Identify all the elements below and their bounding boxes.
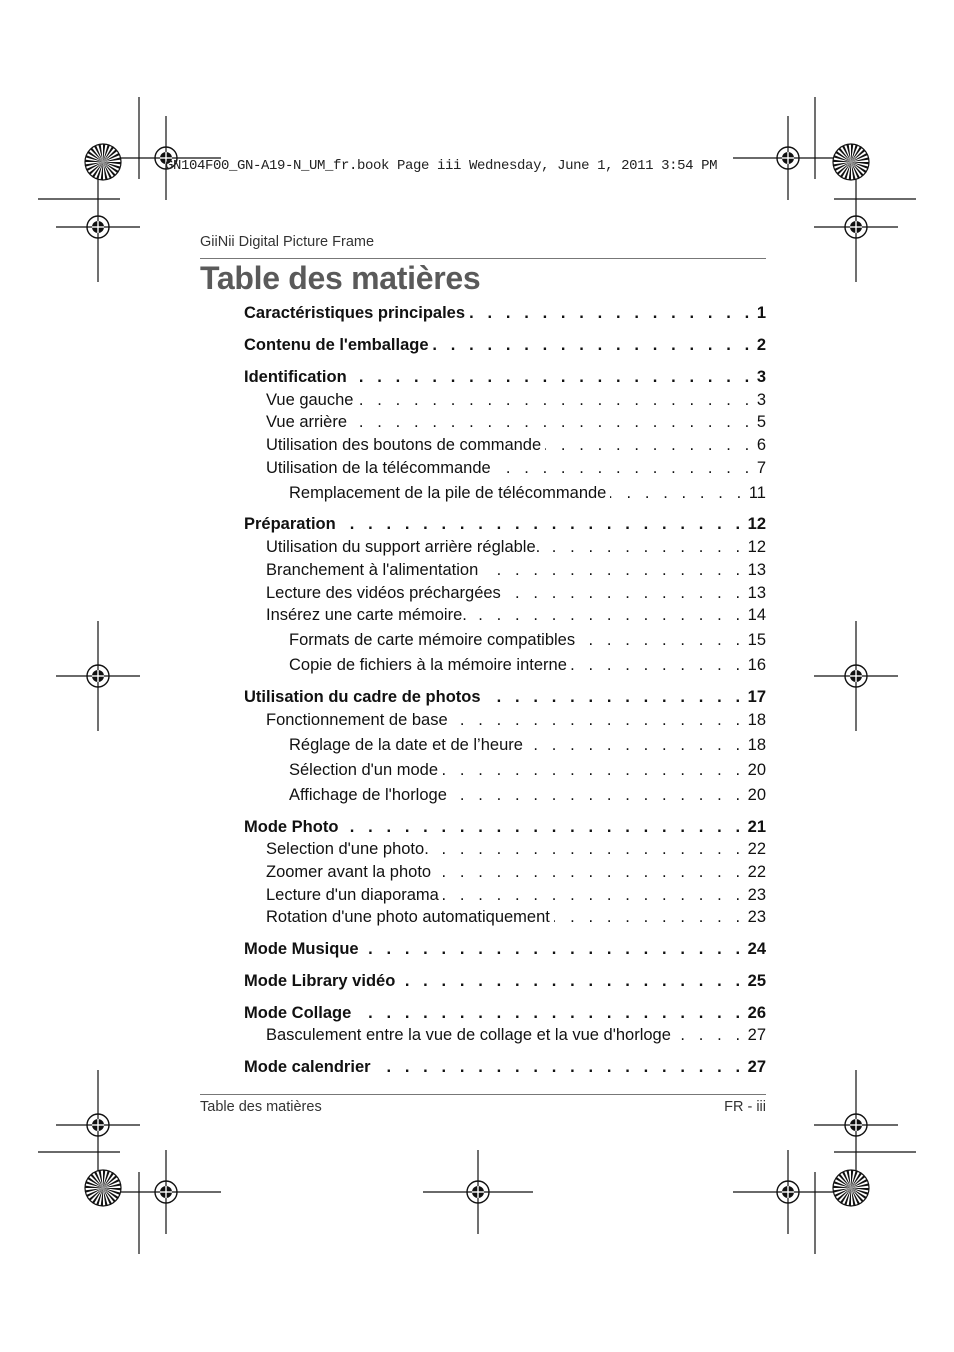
toc-leader-dots [495, 459, 754, 478]
toc-entry-title: Utilisation de la télécommande [266, 459, 491, 477]
footer-page-number: FR - iii [724, 1099, 766, 1115]
toc-entry-title: Formats de carte mémoire compatibles [289, 631, 576, 649]
toc-entry[interactable] [266, 436, 766, 458]
footer-section-title: Table des matières [200, 1099, 322, 1115]
toc-entry[interactable] [266, 1026, 766, 1048]
toc-entry-page: 18 [747, 736, 766, 754]
toc-entry[interactable] [244, 688, 766, 710]
toc-entry[interactable] [289, 631, 766, 653]
toc-leader-dots [363, 940, 745, 959]
toc-entry-page: 1 [756, 304, 766, 322]
toc-entry[interactable] [289, 736, 766, 758]
toc-entry-title: Basculement entre la vue de collage et la vue d'horloge [266, 1026, 671, 1044]
toc-leader-dots [340, 515, 745, 534]
toc-entry-title: Mode calendrier [244, 1058, 371, 1076]
toc-entry-page: 23 [747, 886, 766, 904]
toc-entry[interactable] [289, 786, 766, 808]
toc-leader-dots [471, 606, 745, 625]
toc-entry-page: 24 [747, 940, 766, 958]
toc-leader-dots [579, 631, 745, 650]
toc-entry-title: Mode Musique [244, 940, 359, 958]
toc-leader-dots [351, 413, 754, 432]
toc-leader-dots [442, 761, 745, 780]
toc-entry[interactable] [266, 413, 766, 435]
toc-entry[interactable] [244, 515, 766, 537]
toc-entry[interactable] [266, 886, 766, 908]
toc-entry-title: Rotation d'une photo automatiquement [266, 908, 550, 926]
toc-leader-dots [610, 484, 746, 503]
toc-entry-title: Utilisation du support arrière réglable. [266, 538, 541, 556]
toc-entry-title: Utilisation du cadre de photos [244, 688, 481, 706]
toc-entry-page: 18 [747, 711, 766, 729]
toc-entry-page: 21 [747, 818, 766, 836]
toc-entry-page: 26 [747, 1004, 766, 1022]
toc-leader-dots [452, 711, 745, 730]
toc-entry-page: 27 [747, 1026, 766, 1044]
toc-leader-dots [485, 688, 745, 707]
toc-entry-title: Réglage de la date et de l’heure [289, 736, 523, 754]
toc-leader-dots [544, 538, 744, 557]
toc-entry-title: Identification [244, 368, 347, 386]
running-head: GiiNii Digital Picture Frame [200, 234, 375, 250]
toc-entry-title: Zoomer avant la photo [266, 863, 432, 881]
toc-leader-dots [399, 972, 744, 991]
toc-entry[interactable] [244, 368, 766, 390]
toc-leader-dots [545, 436, 754, 455]
toc-entry[interactable] [244, 304, 766, 326]
toc-entry-title: Mode Library vidéo [244, 972, 396, 990]
toc-entry-page: 13 [747, 584, 766, 602]
toc-entry-title: Vue arrière [266, 413, 348, 431]
toc-entry-page: 22 [747, 840, 766, 858]
print-slug: GN104F00_GN-A19-N_UM_fr.book Page iii Wednesday, June 1, 2011 3:54 PM [165, 158, 718, 174]
toc-entry-title: Mode Photo [244, 818, 339, 836]
toc-leader-dots [571, 656, 745, 675]
toc-entry-page: 2 [756, 336, 766, 354]
toc-entry[interactable] [289, 761, 766, 783]
toc-entry-page: 6 [756, 436, 766, 454]
toc-entry[interactable] [289, 484, 766, 506]
toc-entry[interactable] [244, 940, 766, 962]
toc-entry-title: Mode Collage [244, 1004, 352, 1022]
toc-leader-dots [351, 368, 754, 387]
toc-entry[interactable] [244, 1004, 766, 1026]
toc-leader-dots [435, 863, 745, 882]
toc-entry[interactable] [266, 711, 766, 733]
toc-entry-title: Préparation [244, 515, 336, 533]
toc-leader-dots [482, 561, 744, 580]
toc-entry-page: 16 [747, 656, 766, 674]
toc-entry-page: 3 [756, 368, 766, 386]
toc-entry[interactable] [266, 391, 766, 413]
toc-entry[interactable] [266, 908, 766, 930]
toc-entry-title: Remplacement de la pile de télécommande [289, 484, 607, 502]
toc-entry[interactable] [244, 1058, 766, 1080]
toc-leader-dots [357, 391, 753, 410]
toc-leader-dots [675, 1026, 745, 1045]
toc-entry-title: Fonctionnement de base [266, 711, 448, 729]
toc-entry-page: 14 [747, 606, 766, 624]
toc-leader-dots [355, 1004, 744, 1023]
toc-entry-page: 22 [747, 863, 766, 881]
toc-entry-page: 3 [756, 391, 766, 409]
toc-entry-page: 5 [756, 413, 766, 431]
toc-leader-dots [527, 736, 745, 755]
toc-entry[interactable] [266, 459, 766, 481]
toc-entry-title: Selection d'une photo. [266, 840, 429, 858]
toc-entry-title: Lecture des vidéos préchargées [266, 584, 501, 602]
toc-entry-title: Contenu de l'emballage [244, 336, 429, 354]
toc-entry[interactable] [244, 972, 766, 994]
toc-leader-dots [505, 584, 745, 603]
toc-entry-title: Insérez une carte mémoire. [266, 606, 467, 624]
toc-leader-dots [451, 786, 745, 805]
toc-entry-page: 12 [747, 515, 766, 533]
toc-entry-title: Sélection d'un mode [289, 761, 438, 779]
page-title: Table des matières [200, 260, 481, 296]
toc-entry-page: 15 [747, 631, 766, 649]
toc-entry-title: Vue gauche [266, 391, 354, 409]
toc-entry[interactable] [266, 561, 766, 583]
toc-entry[interactable] [266, 584, 766, 606]
toc-entry-page: 17 [747, 688, 766, 706]
toc-leader-dots [469, 304, 754, 323]
toc-entry-page: 20 [747, 761, 766, 779]
toc-entry-title: Affichage de l'horloge [289, 786, 447, 804]
toc-entry-page: 13 [747, 561, 766, 579]
toc-entry-title: Copie de fichiers à la mémoire interne [289, 656, 567, 674]
toc-entry[interactable] [266, 840, 766, 862]
toc-entry[interactable] [266, 538, 766, 560]
toc-leader-dots [342, 818, 744, 837]
toc-entry-page: 11 [748, 484, 766, 502]
toc-entry-title: Utilisation des boutons de commande [266, 436, 542, 454]
toc-entry-page: 20 [747, 786, 766, 804]
toc-entry-page: 7 [756, 459, 766, 477]
toc-entry[interactable] [289, 656, 766, 678]
toc-leader-dots [375, 1058, 745, 1077]
toc-entry-title: Lecture d'un diaporama [266, 886, 439, 904]
toc-entry-page: 27 [747, 1058, 766, 1076]
toc-entry[interactable] [244, 818, 766, 840]
toc-entry[interactable] [266, 606, 766, 628]
toc-entry-page: 25 [747, 972, 766, 990]
toc-leader-dots [443, 886, 745, 905]
footer-rule [200, 1094, 766, 1095]
toc-leader-dots [433, 840, 745, 859]
toc-leader-dots [554, 908, 745, 927]
toc-leader-dots [433, 336, 754, 355]
toc-entry-page: 23 [747, 908, 766, 926]
toc-entry-title: Caractéristiques principales [244, 304, 466, 322]
toc-entry-title: Branchement à l'alimentation [266, 561, 479, 579]
toc-entry[interactable] [266, 863, 766, 885]
toc-entry-page: 12 [747, 538, 766, 556]
toc-entry[interactable] [244, 336, 766, 358]
